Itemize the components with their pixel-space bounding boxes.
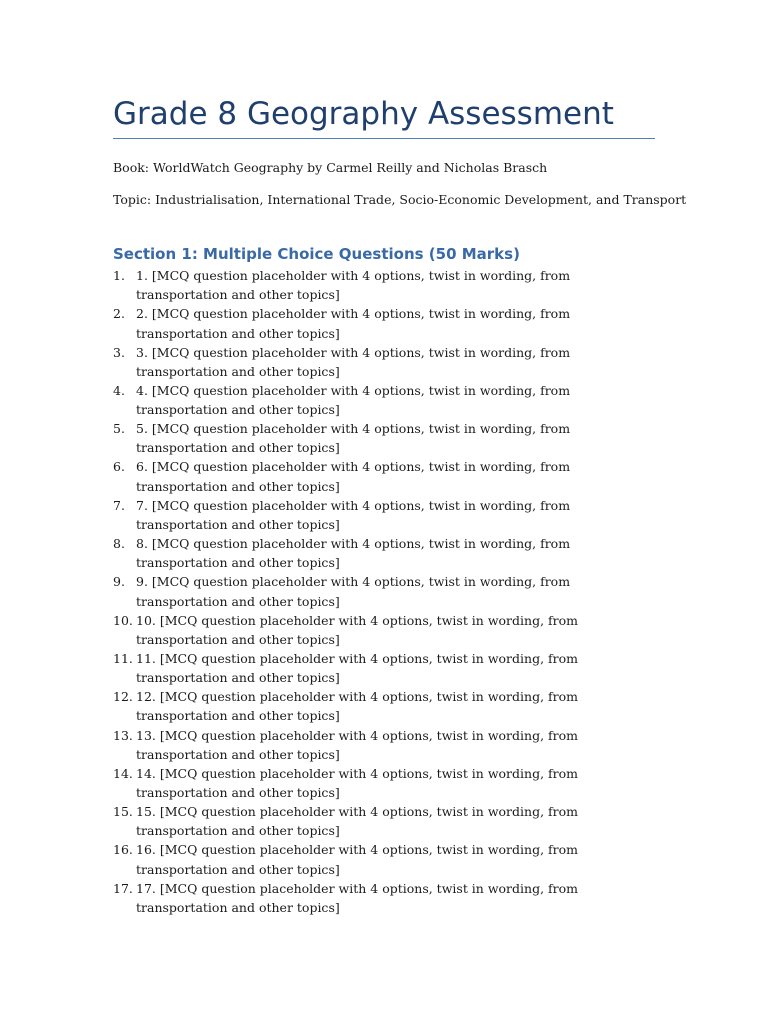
question-text: 13. [MCQ question placeholder with 4 options, twist in wording, from transportation and other topics] bbox=[136, 727, 579, 762]
list-item bbox=[113, 764, 658, 802]
question-text: 1. [MCQ question placeholder with 4 options, twist in wording, from transportation and other topics] bbox=[136, 268, 571, 303]
question-text: 16. [MCQ question placeholder with 4 options, twist in wording, from transportation and other topics] bbox=[136, 842, 579, 877]
list-item bbox=[113, 534, 658, 572]
question-text: 8. [MCQ question placeholder with 4 options, twist in wording, from transportation and other topics] bbox=[136, 536, 571, 571]
question-text: 7. [MCQ question placeholder with 4 options, twist in wording, from transportation and other topics] bbox=[136, 497, 571, 532]
list-item bbox=[113, 726, 658, 764]
question-number: 5. bbox=[113, 421, 125, 437]
document-title: Grade 8 Geography Assessment bbox=[113, 96, 614, 132]
question-number: 1. bbox=[113, 268, 125, 283]
question-text: 12. [MCQ question placeholder with 4 options, twist in wording, from transportation and other topics] bbox=[136, 689, 579, 724]
question-number: 11. bbox=[113, 650, 133, 666]
list-item bbox=[113, 381, 658, 419]
question-text: 17. [MCQ question placeholder with 4 options, twist in wording, from transportation and other topics] bbox=[136, 880, 579, 915]
list-item bbox=[113, 419, 658, 457]
question-number: 10. bbox=[113, 612, 133, 628]
list-item bbox=[113, 611, 658, 649]
question-text: 10. [MCQ question placeholder with 4 options, twist in wording, from transportation and other topics] bbox=[136, 612, 579, 647]
question-text: 2. [MCQ question placeholder with 4 options, twist in wording, from transportation and other topics] bbox=[136, 306, 571, 341]
question-number: 17. bbox=[113, 880, 133, 896]
question-number: 3. bbox=[113, 344, 125, 360]
list-item bbox=[113, 496, 658, 534]
question-text: 5. [MCQ question placeholder with 4 options, twist in wording, from transportation and other topics] bbox=[136, 421, 571, 456]
question-number: 2. bbox=[113, 306, 125, 322]
list-item bbox=[113, 687, 658, 725]
question-number: 14. bbox=[113, 765, 133, 781]
book-line: Book: WorldWatch Geography by Carmel Reilly and Nicholas Brasch bbox=[113, 160, 548, 175]
list-item bbox=[113, 840, 658, 878]
list-item bbox=[113, 649, 658, 687]
question-list bbox=[113, 266, 658, 917]
list-item bbox=[113, 572, 658, 610]
list-item bbox=[113, 343, 658, 381]
question-number: 16. bbox=[113, 842, 133, 858]
list-item bbox=[113, 802, 658, 840]
question-text: 9. [MCQ question placeholder with 4 options, twist in wording, from transportation and other topics] bbox=[136, 574, 571, 609]
question-number: 8. bbox=[113, 536, 125, 552]
question-number: 4. bbox=[113, 382, 125, 398]
question-number: 6. bbox=[113, 459, 125, 475]
question-text: 6. [MCQ question placeholder with 4 options, twist in wording, from transportation and other topics] bbox=[136, 459, 571, 494]
question-number: 7. bbox=[113, 497, 125, 513]
question-text: 15. [MCQ question placeholder with 4 options, twist in wording, from transportation and other topics] bbox=[136, 804, 579, 839]
list-item bbox=[113, 879, 658, 917]
question-text: 4. [MCQ question placeholder with 4 options, twist in wording, from transportation and other topics] bbox=[136, 382, 571, 418]
question-number: 13. bbox=[113, 727, 133, 743]
question-text: 3. [MCQ question placeholder with 4 options, twist in wording, from transportation and other topics] bbox=[136, 344, 571, 379]
question-number: 15. bbox=[113, 804, 133, 820]
list-item bbox=[113, 304, 658, 342]
question-number: 9. bbox=[113, 574, 125, 590]
title-underline bbox=[113, 138, 655, 139]
question-number: 12. bbox=[113, 689, 133, 705]
topic-line: Topic: Industrialisation, International Trade, Socio-Economic Development, and Transport bbox=[113, 192, 687, 207]
question-text: 11. [MCQ question placeholder with 4 options, twist in wording, from transportation and other topics] bbox=[136, 650, 579, 686]
list-item bbox=[113, 266, 658, 304]
section-1-heading: Section 1: Multiple Choice Questions (50 Marks) bbox=[113, 245, 520, 263]
list-item bbox=[113, 457, 658, 495]
question-text: 14. [MCQ question placeholder with 4 options, twist in wording, from transportation and other topics] bbox=[136, 765, 579, 801]
